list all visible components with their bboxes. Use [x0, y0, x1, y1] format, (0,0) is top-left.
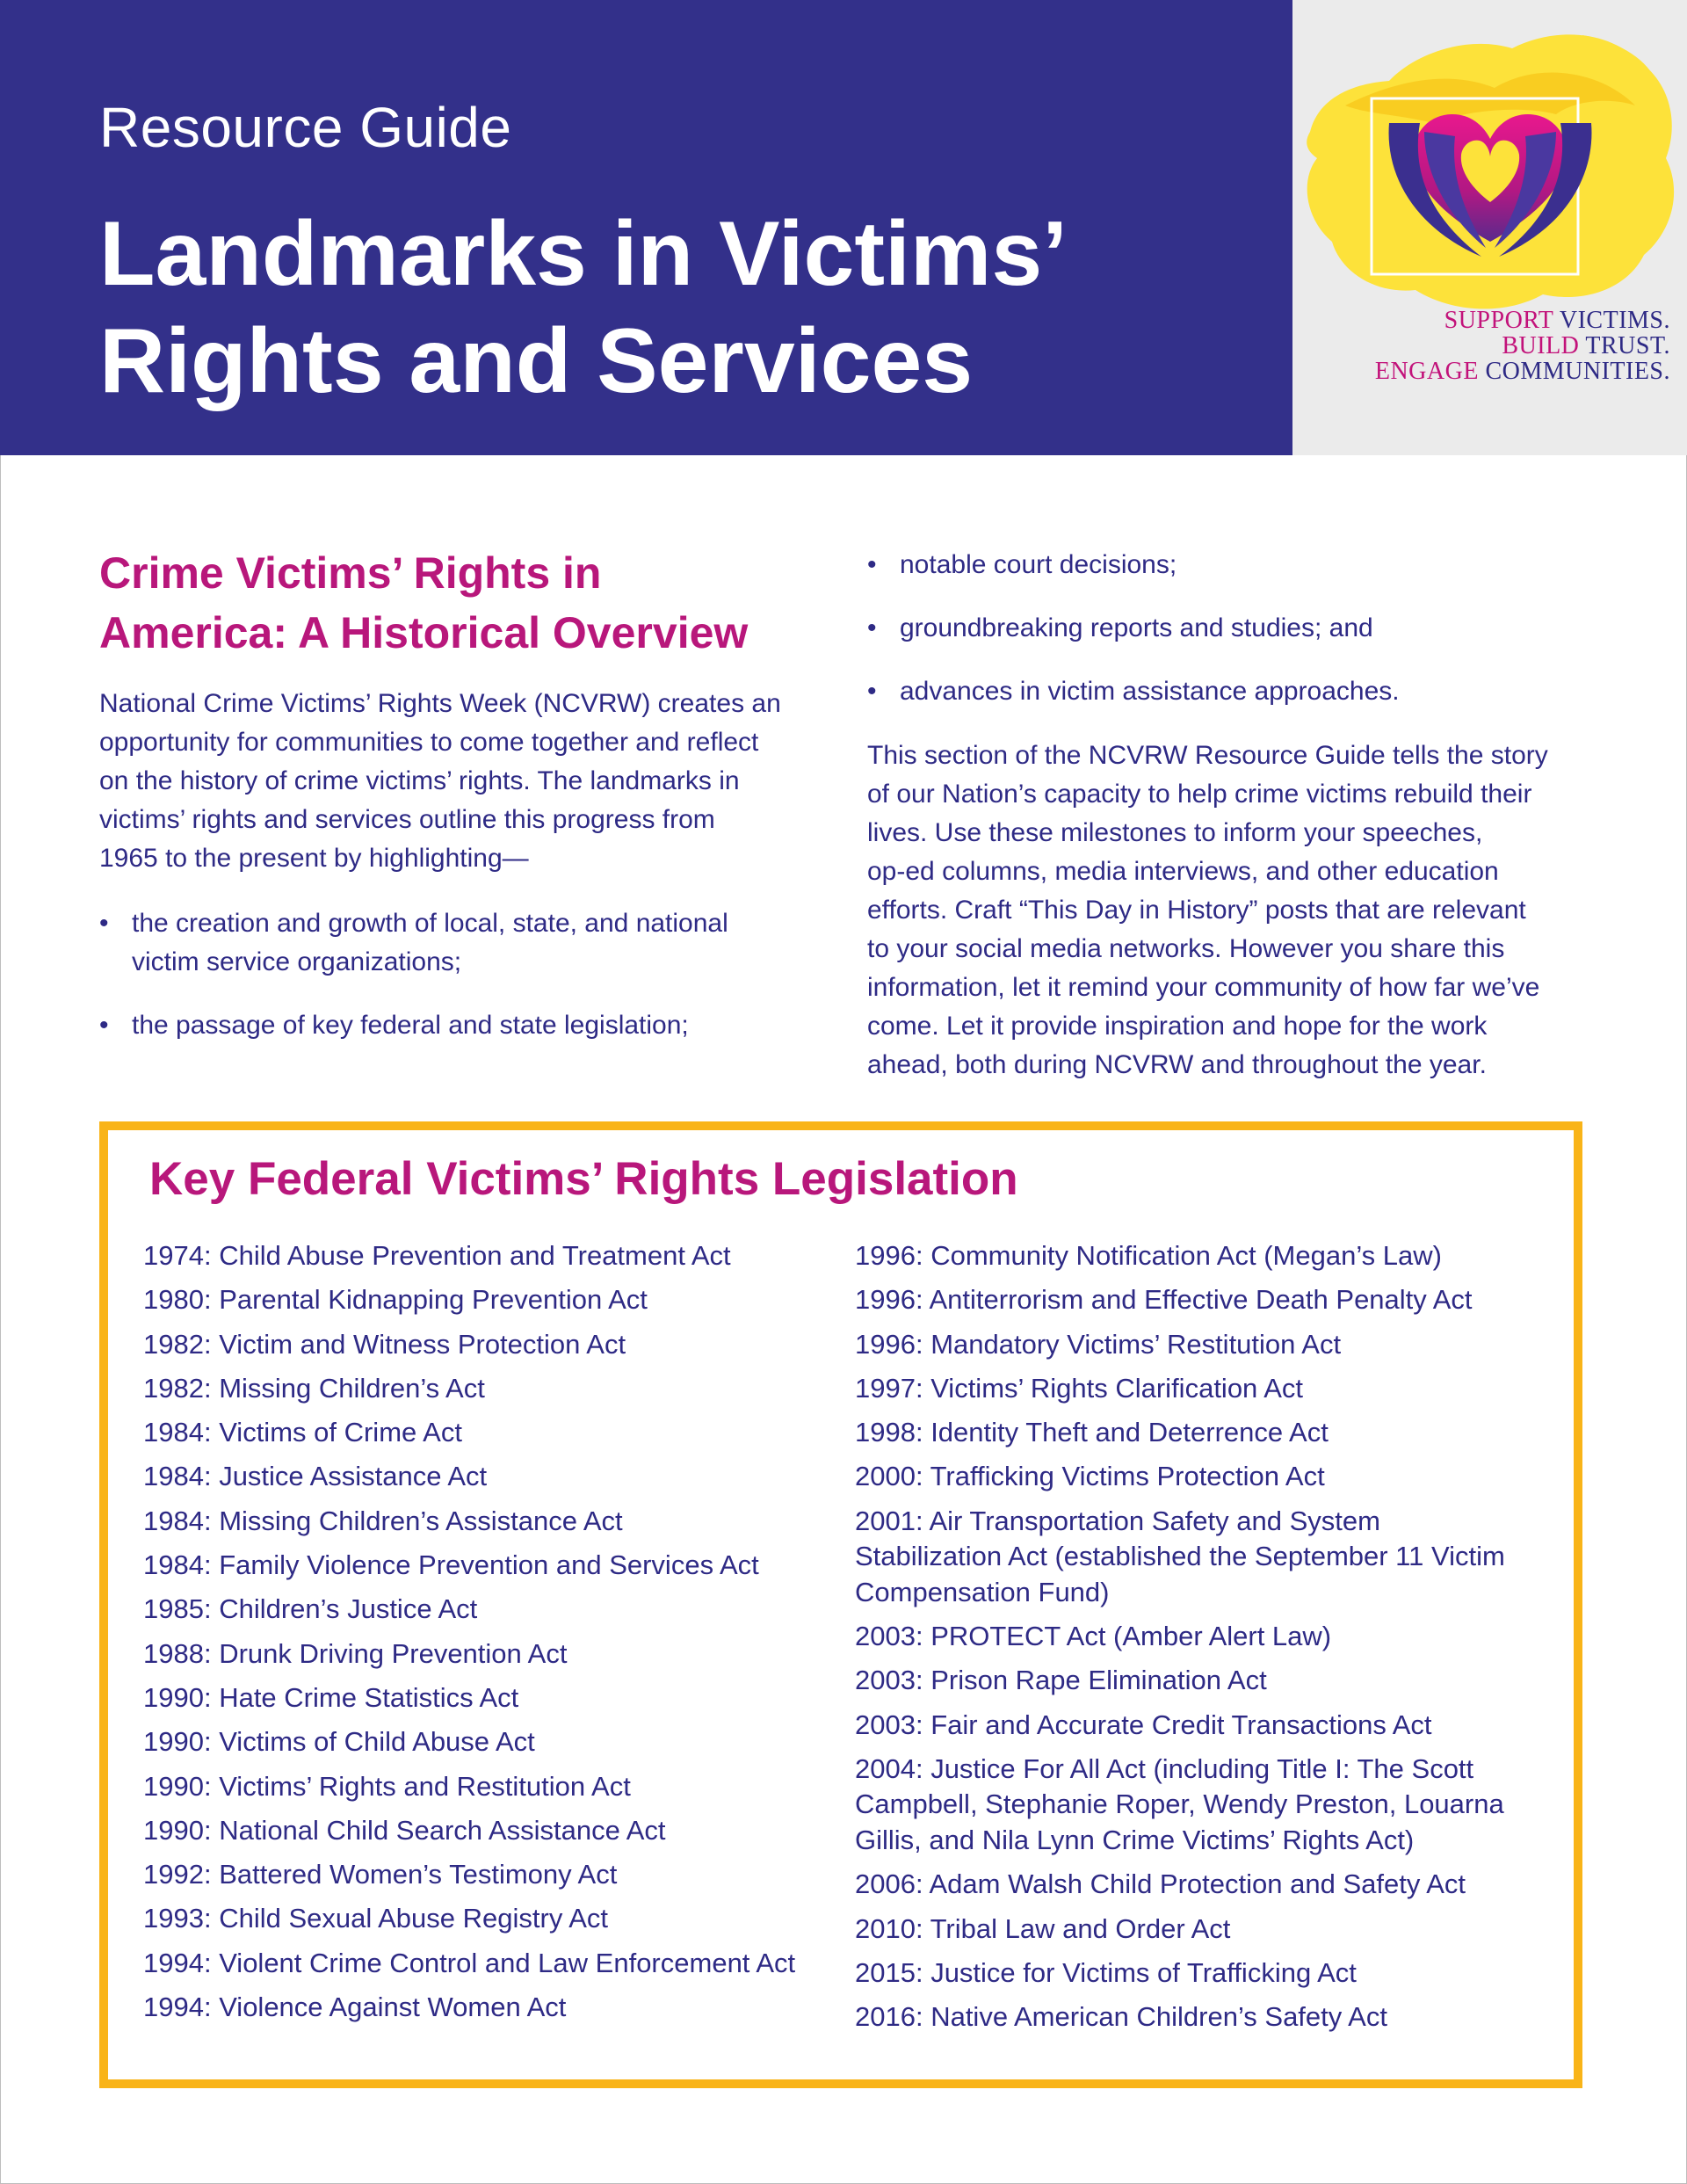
text-line: 1996: Mandatory Victims’ Restitution Act [855, 1328, 1342, 1360]
text-line: 1998: Identity Theft and Deterrence Act [855, 1417, 1329, 1448]
text-line: 2006: Adam Walsh Child Protection and Safety Act [855, 1868, 1466, 1900]
tagline-line [1319, 308, 1670, 333]
text-line: Stabilization Act (established the September 11 Victim [855, 1541, 1505, 1572]
legislation-item [855, 1371, 1549, 1407]
overview-intro [99, 685, 829, 878]
text-line: of our Nation’s capacity to help crime victims rebuild their [867, 780, 1532, 809]
text-line: efforts. Craft “This Day in History” posts that are relevant [867, 896, 1526, 925]
text-line: 1984: Family Violence Prevention and Services Act [143, 1549, 759, 1581]
legislation-item [143, 1680, 846, 1716]
text-line: 2000: Trafficking Victims Protection Act [855, 1461, 1325, 1492]
list-item [99, 904, 829, 982]
legislation-item [143, 1592, 846, 1628]
overview-heading-line: America: A Historical Overview [99, 608, 749, 657]
text-line: • the passage of key federal and state legislation; [132, 1011, 689, 1040]
list-item: • groundbreaking reports and studies; and [867, 609, 1588, 648]
tagline-word: BUILD [1502, 332, 1580, 359]
text-line: 2003: Prison Rape Elimination Act [855, 1665, 1267, 1696]
legislation-item [855, 1459, 1549, 1495]
list-item: • notable court decisions; [867, 546, 1588, 584]
tagline-line [1319, 359, 1670, 384]
highlights-list-continued [867, 546, 1588, 736]
header-kicker: Resource Guide [99, 96, 512, 159]
legislation-item [855, 1282, 1549, 1318]
text-line: 1994: Violent Crime Control and Law Enforcement Act [143, 1947, 796, 1978]
text-line: 1985: Children’s Justice Act [143, 1593, 478, 1625]
text-line: Campbell, Stephanie Roper, Wendy Preston, Louarna [855, 1789, 1504, 1820]
tagline-word: TRUST. [1579, 332, 1670, 359]
legislation-item [143, 1724, 846, 1760]
legislation-list-right [855, 1238, 1549, 2043]
text-line: op-ed columns, media interviews, and other education [867, 857, 1499, 886]
text-line: 1984: Missing Children’s Assistance Act [143, 1505, 623, 1536]
text-line: 1984: Victims of Crime Act [143, 1417, 462, 1448]
text-line: 1993: Child Sexual Abuse Registry Act [143, 1903, 609, 1934]
legislation-heading: Key Federal Victims’ Rights Legislation [149, 1153, 1018, 1205]
legislation-list-left [143, 1238, 846, 2034]
legislation-item [143, 1901, 846, 1937]
text-line: lives. Use these milestones to inform your speeches, [867, 818, 1483, 847]
text-line: 2016: Native American Children’s Safety Act [855, 2001, 1387, 2033]
highlights-list [99, 904, 829, 1070]
text-line: 2010: Tribal Law and Order Act [855, 1912, 1231, 1944]
tagline-line [1319, 333, 1670, 359]
text-line: 1992: Battered Women’s Testimony Act [143, 1859, 618, 1890]
legislation-item [855, 1238, 1549, 1274]
page-title-line: Landmarks in Victims’ [99, 203, 1068, 305]
legislation-item [855, 1752, 1549, 1859]
text-line: 2003: PROTECT Act (Amber Alert Law) [855, 1621, 1332, 1652]
legislation-item [143, 1857, 846, 1893]
text-line: 1965 to the present by highlighting— [99, 844, 529, 873]
text-line: Compensation Fund) [855, 1576, 1110, 1607]
text-line: Gillis, and Nila Lynn Crime Victims’ Rights Act) [855, 1824, 1415, 1855]
text-line: ahead, both during NCVRW and throughout the year. [867, 1050, 1487, 1079]
text-line: victims’ rights and services outline this progress from [99, 805, 715, 834]
legislation-item [143, 1990, 846, 2026]
legislation-item [855, 1867, 1549, 1903]
legislation-item [855, 1415, 1549, 1451]
legislation-item [143, 1548, 846, 1584]
legislation-item [855, 1619, 1549, 1655]
campaign-tagline [1319, 308, 1670, 384]
text-line: 2003: Fair and Accurate Credit Transactions Act [855, 1709, 1432, 1740]
text-line: opportunity for communities to come together and reflect [99, 728, 759, 757]
tagline-word: SUPPORT [1444, 307, 1553, 334]
legislation-item [855, 1663, 1549, 1699]
text-line: 1996: Antiterrorism and Effective Death Penalty Act [855, 1284, 1473, 1316]
legislation-item [143, 1415, 846, 1451]
tagline-word: ENGAGE [1374, 358, 1479, 385]
page-title [99, 200, 1259, 415]
text-line: information, let it remind your community of how far we’ve [867, 973, 1540, 1002]
text-line: on the history of crime victims’ rights. The landmarks in [99, 766, 740, 795]
overview-closing [867, 736, 1596, 1085]
text-line: 1997: Victims’ Rights Clarification Act [855, 1372, 1303, 1404]
legislation-item [143, 1327, 846, 1363]
text-line: National Crime Victims’ Rights Week (NCVRW) creates an [99, 689, 781, 718]
text-line: 2004: Justice For All Act (including Title I: The Scott [855, 1752, 1474, 1784]
text-line: 1984: Justice Assistance Act [143, 1461, 488, 1492]
text-line: 2015: Justice for Victims of Trafficking Act [855, 1956, 1357, 1988]
text-line: 1974: Child Abuse Prevention and Treatment Act [143, 1240, 731, 1271]
text-line: This section of the NCVRW Resource Guide tells the story [867, 741, 1548, 770]
text-line: come. Let it provide inspiration and hope for the work [867, 1012, 1488, 1041]
text-line: 1990: Hate Crime Statistics Act [143, 1681, 519, 1713]
legislation-item [855, 1327, 1549, 1363]
legislation-item [143, 1636, 846, 1672]
list-item: • advances in victim assistance approaches. [867, 672, 1588, 711]
text-line: victim service organizations; [132, 947, 462, 976]
text-line: 1990: Victims of Child Abuse Act [143, 1726, 535, 1758]
legislation-item [143, 1371, 846, 1407]
legislation-item [855, 1912, 1549, 1948]
tagline-word: VICTIMS. [1553, 307, 1670, 334]
legislation-item [855, 1955, 1549, 1992]
campaign-logo [1292, 0, 1687, 455]
legislation-item [143, 1282, 846, 1318]
legislation-item [143, 1813, 846, 1849]
text-line: 1988: Drunk Driving Prevention Act [143, 1637, 568, 1669]
legislation-item [143, 1459, 846, 1495]
text-line: 2001: Air Transportation Safety and System [855, 1505, 1380, 1536]
text-line: 1990: National Child Search Assistance Act [143, 1814, 666, 1846]
tagline-word: COMMUNITIES. [1478, 358, 1670, 385]
text-line: 1994: Violence Against Women Act [143, 1992, 567, 2023]
page-title-line: Rights and Services [99, 310, 974, 412]
legislation-item [855, 1504, 1549, 1611]
text-line: to your social media networks. However you share this [867, 934, 1505, 963]
legislation-item [143, 1504, 846, 1540]
heart-logo-icon [1292, 0, 1687, 455]
list-item [99, 1006, 829, 1045]
overview-heading [99, 543, 829, 663]
text-line: 1996: Community Notification Act (Megan’s Law) [855, 1240, 1442, 1271]
legislation-item [855, 1999, 1549, 2035]
text-line: 1982: Victim and Witness Protection Act [143, 1328, 626, 1360]
legislation-item [143, 1769, 846, 1805]
text-line: • the creation and growth of local, state, and national [132, 909, 728, 938]
legislation-item [143, 1946, 846, 1982]
legislation-item [143, 1238, 846, 1274]
legislation-item [855, 1708, 1549, 1744]
text-line: 1990: Victims’ Rights and Restitution Act [143, 1770, 631, 1802]
text-line: 1982: Missing Children’s Act [143, 1372, 485, 1404]
header-band [0, 0, 1292, 455]
text-line: 1980: Parental Kidnapping Prevention Act [143, 1284, 648, 1316]
overview-heading-line: Crime Victims’ Rights in [99, 548, 602, 598]
